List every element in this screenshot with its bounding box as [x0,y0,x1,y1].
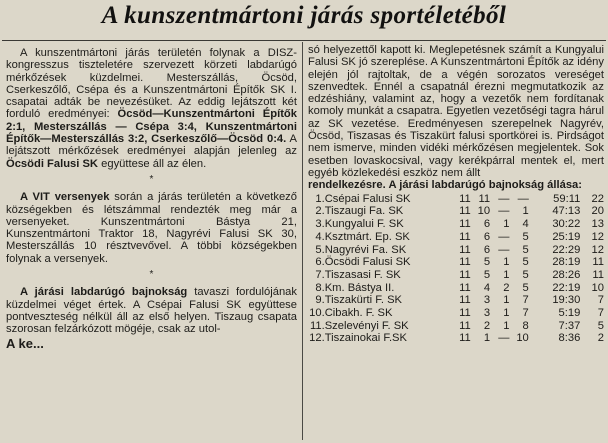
standings-cell-w: 6 [483,218,491,231]
intro-text: A kunszentmártoni járás területén folynak a DISZ-kongresszus tiszteletére szervezett körzeti labdarúgó mérkőzések küzdelmei. Mesterszállás, Öcsöd, Cserkeszőlő, Csépa és a Kunszentmártoni Építők SK I. csapatai adták be nevezésüket. Az eddig lejátszott két forduló eredményei: [6,47,297,121]
standings-cell-pos: 10. [309,306,325,319]
vit-text: során a járás területén a következő községekben és létszámmal rendezték meg már a versenyeket. Kunszentmártoni Bástya 21, Kunszentmártoni Traktor 18, Nagyrévi Falusi SK 30, Mesterszállás 10 résztvevővel. A többi községekben folynak a versenyek. [6,191,297,265]
standings-cell-team: Kungyalui F. SK [324,218,404,231]
standings-cell-m: 11 [459,192,471,205]
standings-cell-d: 1 [503,256,510,269]
standings-row [308,243,604,256]
standings-cell-d: 1 [503,268,510,281]
standings-cell-d: — [498,192,510,205]
standings-cell-pts: 22 [591,192,604,205]
standings-cell-d: 1 [503,306,510,319]
league-paragraph [6,286,297,335]
standings-row [308,307,604,320]
league-lead: A járási labdarúgó bajnokság [20,286,188,299]
standings-cell-pts: 2 [597,332,604,345]
standings-cell-w: 5 [483,268,491,281]
standings-cell-m: 11 [459,294,471,307]
standings-intro [308,179,604,191]
standings-cell-d: 1 [503,294,510,307]
standings-lead-a: rendelkezésre. [308,179,389,192]
standings-cell-pos: 12. [309,332,325,345]
section-separator: * [149,269,154,281]
standings-cell-pts: 5 [597,319,604,332]
standings-cell-d: — [498,230,510,243]
standings-cell-l: 7 [522,306,529,319]
standings-cell-pts: 13 [591,218,604,231]
standings-cell-pos: 4. [315,230,325,243]
standings-cell-goals: 59:11 [553,192,581,205]
continued-paragraph: só helyezettől kapott ki. Meglepetésnek számít a Kungyalui Falusi SK jó szereplése. A Kunszentmártoni Építők az idény elején jól rajtoltak, de a végén sorozatos vereséget szenvedtek. Ennél a csapatnál érezni megmutatkozik az edzéshiány, valamint az, hogy a vezetők nem fordítanak komoly munkát a csapatra. Egyetlen vezetőségi tagra hárul az SK vezetése. Eredményesen szerepelnek Nagyrév, Öcsöd, Tiszasas és Tiszakürt falusi sportkörei is. Pirdságot nem ismerve, minden vidéki mérkőzésen megjelentek. Sok esetben lovaskocsival, vagy kerékpárral mentek el, mert egyéb közlekedési eszköz nem állt [308,44,605,179]
standings-cell-team: Nagyrévi Fa. SK [324,243,407,256]
standings-cell-team: Öcsödi Falusi SK [324,256,411,269]
next-article-heading: A ke... [6,335,44,351]
standings-cell-pos: 9. [315,294,325,307]
standings-cell-m: 11 [459,319,471,332]
standings-cell-pts: 11 [592,268,604,281]
standings-row [308,193,604,206]
standings-cell-w: 6 [483,243,491,256]
intro-tail-a: A lejátszott mérkőzések eredményei alapján jelenleg az [6,133,297,158]
standings-cell-goals: 8:36 [558,332,581,345]
standings-cell-m: 11 [459,256,471,269]
standings-cell-l: 7 [522,294,529,307]
standings-cell-l: 1 [522,205,529,218]
standings-cell-pts: 7 [597,306,604,319]
vit-paragraph [6,191,297,265]
round-results: Öcsöd—Kunszentmártoni Építők 2:1, Mesterszállás — Csépa 3:4, Kunszentmártoni Építők—Mesterszállás 3:2, Cserkeszőlő—Öcsöd 0:4. [6,108,297,146]
standings-cell-team: Szelevényi F. SK [324,319,409,332]
standings-cell-d: — [498,243,510,256]
standings-cell-m: 11 [459,332,471,345]
standings-cell-d: 1 [503,218,510,231]
standings-cell-pts: 20 [591,205,604,218]
standings-row [308,218,604,231]
standings-cell-m: 11 [459,230,471,243]
standings-cell-pos: 1. [315,192,325,205]
standings-cell-w: 10 [477,205,491,218]
standings-cell-team: Ksztmárt. Ep. SK [324,230,410,243]
standings-cell-w: 1 [483,332,491,345]
standings-cell-goals: 22:29 [552,243,581,256]
standings-cell-team: Csépai Falusi SK [324,192,411,205]
standings-cell-m: 11 [459,281,471,294]
standings-row [308,332,604,345]
standings-cell-pos: 11. [309,319,325,332]
standings-cell-l: — [517,192,529,205]
standings-cell-d: — [498,205,510,218]
standings-cell-team: Tiszakürti F. SK [324,294,402,307]
standings-cell-pos: 2. [315,205,325,218]
standings-cell-m: 11 [459,306,471,319]
standings-cell-m: 11 [459,268,471,281]
standings-cell-goals: 47:13 [552,205,581,218]
standings-cell-m: 11 [459,243,471,256]
standings-cell-w: 3 [483,294,491,307]
title-rule [2,40,606,41]
standings-cell-goals: 28:26 [552,268,581,281]
standings-cell-w: 11 [478,192,491,205]
standings-cell-team: Km. Bástya II. [324,281,395,294]
standings-cell-pts: 11 [592,256,604,269]
standings-cell-goals: 30:22 [552,218,581,231]
article-title: A kunszentmártoni járás sportéletéből [101,2,507,29]
left-column [6,47,297,350]
standings-row [308,269,604,282]
standings-cell-team: Cibakh. F. SK [324,306,393,319]
standings-cell-w: 5 [483,256,491,269]
standings-cell-goals: 22:19 [552,281,581,294]
standings-cell-m: 11 [459,205,471,218]
standings-cell-team: Tiszainokai F.SK [324,332,407,345]
vit-lead: A VIT versenyek [20,191,110,204]
standings-cell-goals: 5:19 [558,306,581,319]
standings-cell-l: 10 [516,332,529,345]
standings-cell-goals: 7:37 [558,319,581,332]
standings-cell-w: 4 [483,281,491,294]
standings-cell-pos: 8. [315,281,325,294]
standings-cell-pos: 5. [315,243,325,256]
standings-cell-l: 5 [522,281,529,294]
standings-cell-d: 1 [503,319,510,332]
standings-lead-b: A járási labdarúgó bajnokság állása: [388,179,583,192]
standings-row [308,319,604,332]
column-divider [302,42,303,440]
standings-cell-w: 3 [483,306,491,319]
standings-cell-l: 5 [522,268,529,281]
standings-cell-l: 5 [522,256,529,269]
standings-cell-l: 5 [522,243,529,256]
standings-cell-team: Tiszasasi F. SK [324,268,401,281]
standings-cell-w: 6 [483,230,491,243]
standings-cell-pts: 7 [597,294,604,307]
section-separator: * [149,173,154,185]
standings-cell-w: 2 [483,319,491,332]
standings-row [308,294,604,307]
standings-cell-m: 11 [459,218,471,231]
standings-cell-l: 4 [522,218,529,231]
standings-row [308,231,604,244]
standings-cell-goals: 28:19 [552,256,581,269]
standings-row [308,281,604,294]
intro-tail-b: együttese áll az élen. [98,157,207,170]
standings-cell-goals: 19:30 [552,294,581,307]
standings-cell-pos: 6. [315,256,325,269]
standings-cell-pts: 12 [591,230,604,243]
standings-cell-pts: 12 [591,243,604,256]
intro-paragraph [6,47,297,170]
standings-cell-pts: 10 [591,281,604,294]
standings-cell-d: — [498,332,510,345]
standings-cell-d: 2 [503,281,510,294]
standings-row [308,256,604,269]
standings-cell-l: 5 [522,230,529,243]
right-column [308,44,604,345]
league-text: tavaszi fordulójának küzdelmei véget értek. A Csépai Falusi SK együttese pontveszteség nélkül áll az első helyen. Tiszaug csapata szorosan felzárkózott mögéje, csak az utol- [6,286,297,336]
standings-cell-team: Tiszaugi Fa. SK [324,205,404,218]
standings-table [308,193,604,345]
leader-team: Öcsödi Falusi SK [6,157,99,170]
standings-cell-l: 8 [522,319,529,332]
standings-row [308,205,604,218]
standings-cell-goals: 25:19 [552,230,581,243]
standings-cell-pos: 7. [315,268,325,281]
standings-cell-pos: 3. [315,218,325,231]
